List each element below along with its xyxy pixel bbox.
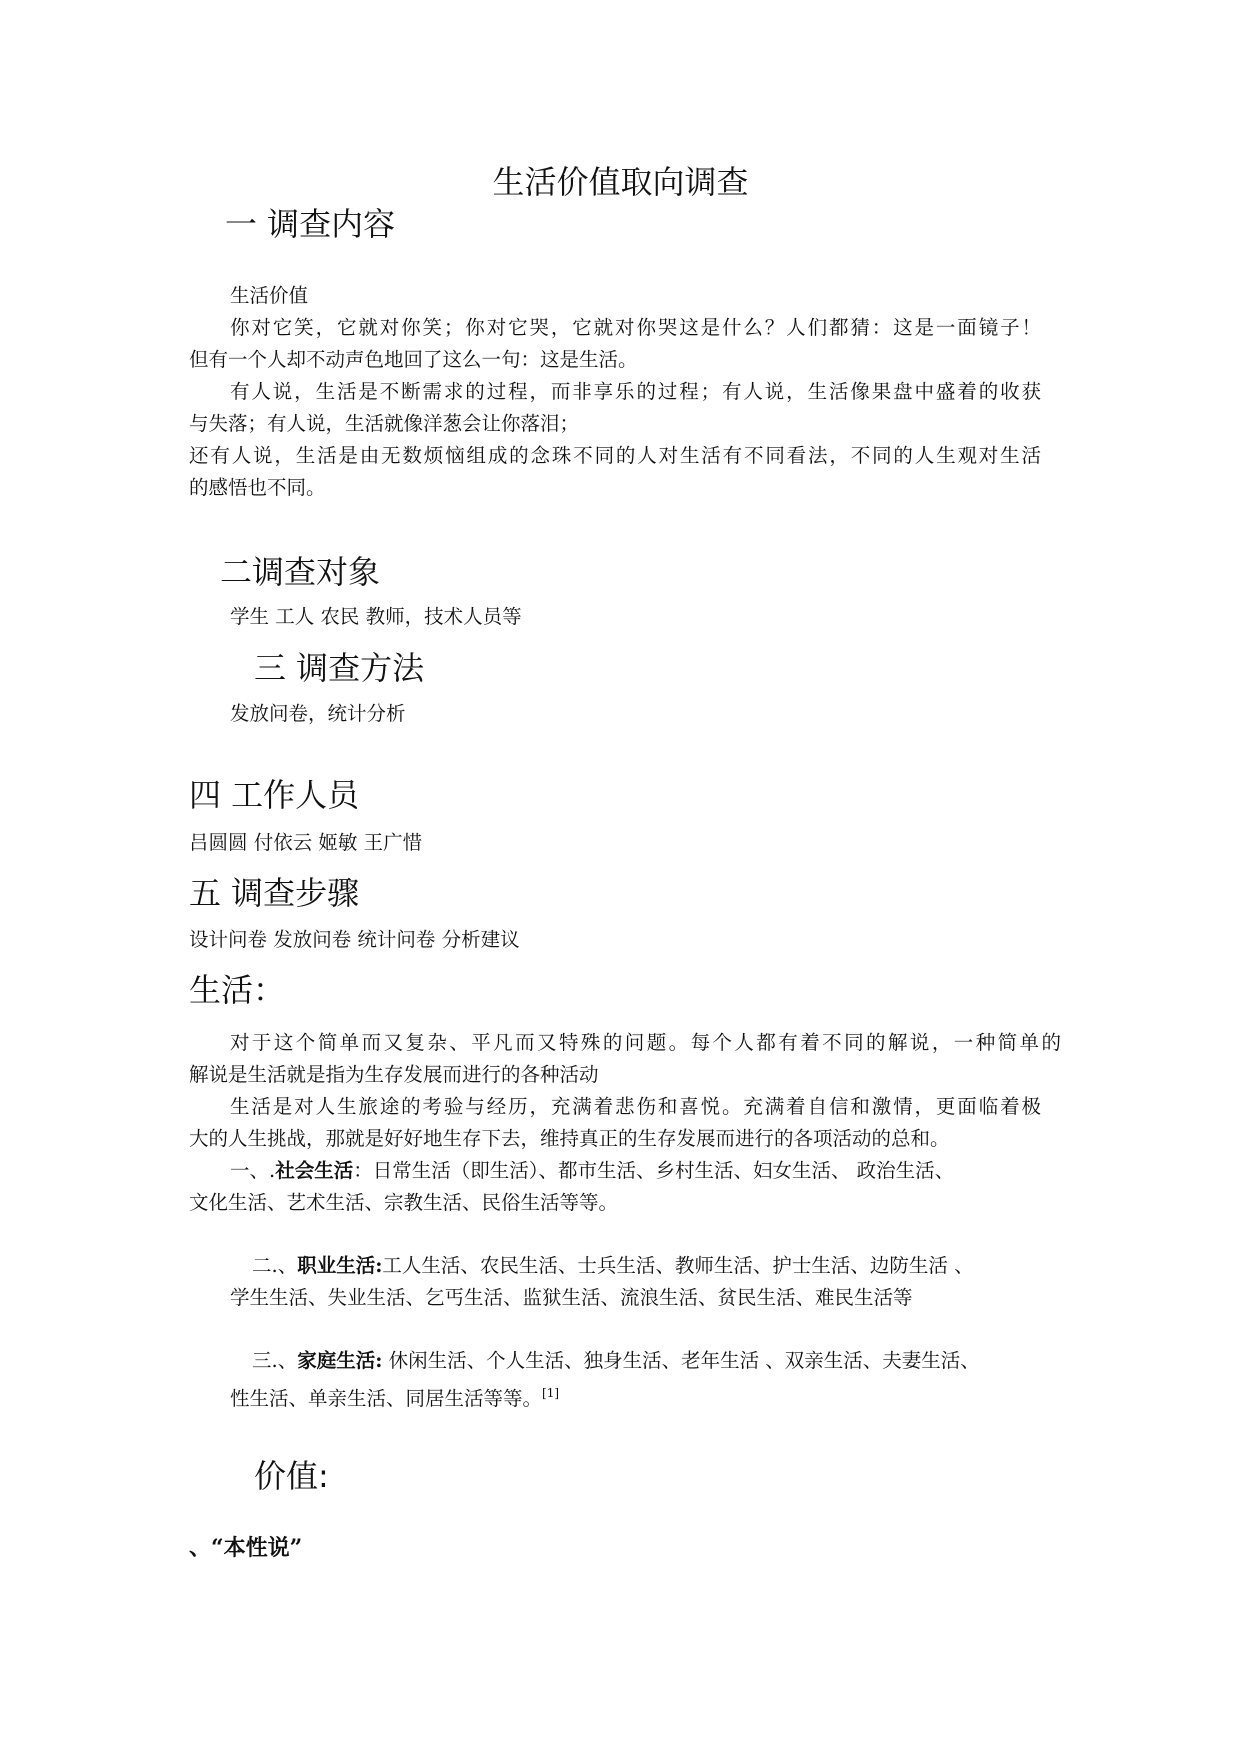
life-item-1-label: 社会生活 [275, 1159, 354, 1182]
life-item-2-text: 工人生活、农民生活、士兵生活、教师生活、护士生活、边防生活 、 [382, 1254, 974, 1277]
life-item-2-line1 [252, 1251, 974, 1281]
section-3-text: 发放问卷，统计分析 [230, 702, 406, 725]
life-item-3-line1 [252, 1346, 980, 1376]
life-para2-line1: 生活是对人生旅途的考验与经历，充满着悲伤和喜悦。充满着自信和激情，更面临着极 [230, 1095, 1041, 1118]
life-para1-line1: 对于这个简单而又复杂、平凡而又特殊的问题。每个人都有着不同的解说，一种简单的 [230, 1031, 1061, 1054]
life-item-3-text: 休闲生活、个人生活、独身生活、老年生活 、双亲生活、夫妻生活、 [382, 1349, 980, 1372]
section-1-para2-line1: 有人说，生活是不断需求的过程，而非享乐的过程；有人说，生活像果盘中盛着的收获 [230, 380, 1041, 403]
section-5-heading: 五 调查步骤 [189, 874, 360, 912]
life-item-3-label: 家庭生活: [297, 1349, 383, 1372]
section-3-heading: 三 调查方法 [254, 649, 425, 687]
life-item-3-text-2: 性生活、单亲生活、同居生活等等。 [230, 1387, 543, 1410]
life-item-1-text: ：日常生活（即生活）、都市生活、乡村生活、妇女生活、 政治生活、 [353, 1159, 955, 1182]
life-item-3-line2 [230, 1378, 559, 1414]
section-1-para1-line2: 但有一个人却不动声色地回了这么一句：这是生活。 [189, 348, 638, 371]
document-title: 生活价值取向调查 [492, 163, 749, 201]
footnote-reference[interactable]: [1] [542, 1386, 560, 1400]
life-item-1-line1 [230, 1156, 954, 1186]
section-4-text: 吕圆圆 付依云 姬敏 王广惜 [189, 831, 423, 854]
life-heading: 生活： [189, 971, 286, 1009]
life-para2-line2: 大的人生挑战，那就是好好地生存下去，维持真正的生存发展而进行的各项活动的总和。 [189, 1127, 950, 1150]
life-item-2-prefix: 二.、 [252, 1254, 298, 1277]
life-item-1-line2: 文化生活、艺术生活、宗教生活、民俗生活等等。 [189, 1191, 619, 1214]
section-2-heading: 二调查对象 [220, 553, 381, 591]
life-item-2-label: 职业生活: [297, 1254, 383, 1277]
value-heading: 价值: [254, 1457, 329, 1495]
section-4-heading: 四 工作人员 [189, 776, 360, 814]
section-1-para1-line1: 你对它笑，它就对你笑；你对它哭，它就对你哭这是什么？人们都猜：这是一面镜子！ [230, 316, 1041, 339]
life-item-1-prefix: 一、. [230, 1159, 276, 1182]
life-para1-line2: 解说是生活就是指为生存发展而进行的各种活动 [189, 1063, 599, 1086]
section-1-subtitle: 生活价值 [230, 284, 309, 307]
section-1-heading: 一 调查内容 [225, 205, 396, 243]
section-1-para2-line2: 与失落；有人说，生活就像洋葱会让你落泪； [189, 412, 580, 435]
section-1-para3-line1: 还有人说，生活是由无数烦恼组成的念珠不同的人对生活有不同看法，不同的人生观对生活 [189, 444, 1041, 467]
section-1-para3-line2: 的感悟也不同。 [189, 476, 326, 499]
life-item-3-prefix: 三.、 [252, 1349, 298, 1372]
section-5-text: 设计问卷 发放问卷 统计问卷 分析建议 [189, 928, 520, 951]
section-2-text: 学生 工人 农民 教师，技术人员等 [230, 605, 522, 628]
value-subheading: 、“本性说” [189, 1535, 303, 1561]
life-item-2-line2: 学生生活、失业生活、乞丐生活、监狱生活、流浪生活、贫民生活、难民生活等 [230, 1286, 913, 1309]
